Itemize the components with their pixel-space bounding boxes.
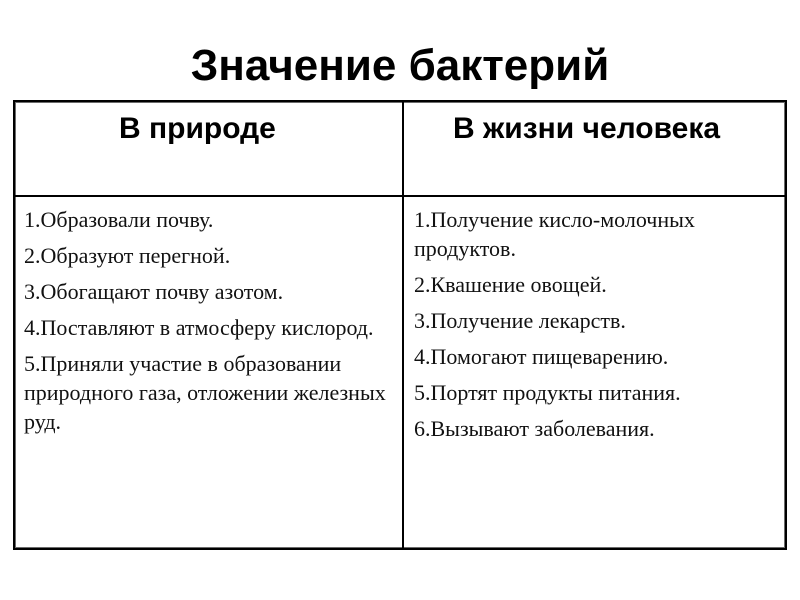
human-item-2: 2.Квашение овощей.	[414, 272, 607, 297]
human-item-3: 3.Получение лекарств.	[414, 308, 626, 333]
human-item-5: 5.Портят продукты питания.	[414, 380, 681, 405]
header-in-human-life: В жизни человека	[453, 112, 721, 145]
nature-item-3: 3.Обогащают почву азотом.	[24, 279, 284, 304]
nature-item-1: 1.Образовали почву.	[24, 207, 214, 232]
page-title: Значение бактерий	[190, 41, 610, 90]
bacteria-importance-table	[13, 100, 787, 550]
human-item-1: 1.Получение кисло-молочных продуктов.	[414, 207, 695, 261]
nature-item-2: 2.Образуют перегной.	[24, 243, 231, 268]
nature-cell	[15, 197, 402, 548]
table-header-row	[15, 102, 785, 197]
human-item-4: 4.Помогают пищеварению.	[414, 344, 669, 369]
nature-item-4: 4.Поставляют в атмосферу кислород.	[24, 315, 374, 340]
human-item-6: 6.Вызывают заболевания.	[414, 416, 655, 441]
human-life-cell	[404, 197, 785, 548]
nature-item-5: 5.Приняли участие в образовании природного газа, отложении железных руд.	[24, 351, 386, 434]
nature-list	[24, 205, 394, 436]
human-life-list	[414, 205, 777, 443]
header-in-nature: В природе	[119, 112, 276, 145]
